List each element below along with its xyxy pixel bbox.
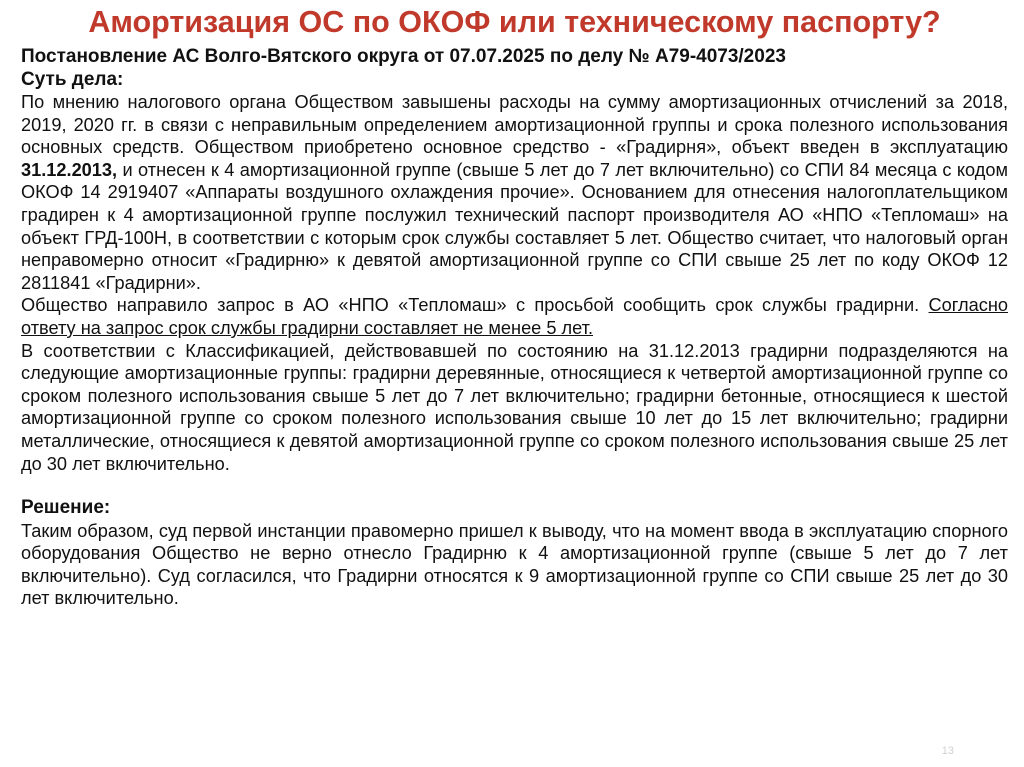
essence-paragraph-2-text: Общество направило запрос в АО «НПО «Тепломаш» с просьбой сообщить срок службы градирни. — [21, 295, 929, 316]
case-reference: Постановление АС Волго-Вятского округа от 07.07.2025 по делу № А79-4073/2023 — [21, 46, 786, 67]
decision-heading: Решение: — [21, 497, 111, 519]
spacer — [21, 475, 1008, 497]
essence-heading: Суть дела: — [21, 68, 124, 90]
page-number: 13 — [941, 745, 954, 757]
essence-paragraph-3: В соответствии с Классификацией, действовавшей по состоянию на 31.12.2013 градирни подразделяются на следующие амортизационные группы: градирни деревянные, относящиеся к четвертой амортизационной группе со сроком полезного использования свыше 5 лет до 7 лет включительно; градирни бетонные, относящиеся к шестой амортизационной группе со сроком полезного использования свыше 10 лет до 15 лет включительно; градирни металлические, относящиеся к девятой амортизационной группе со сроком полезного использования свыше 25 лет до 30 лет включительно. — [21, 340, 1008, 474]
essence-paragraph-1-text-a: По мнению налогового органа Обществом завышены расходы на сумму амортизационных отчислений за 2018, 2019, 2020 гг. в связи с неправильным определением амортизационной группы и срока полезного использования основных средств. Обществом приобретено основное средство - «Градирня», объект введен в эксплуатацию — [21, 92, 1008, 158]
essence-paragraph-2 — [21, 294, 1008, 339]
essence-paragraph-1-text-b: и отнесен к 4 амортизационной группе (свыше 5 лет до 7 лет включительно) со СПИ 84 месяца с кодом ОКОФ 14 2919407 «Аппараты воздушного охлаждения прочие». Основанием для отнесения налогоплательщиком градирен к 4 амортизационной группе послужил технический паспорт производителя АО «НПО «Тепломаш» на объект ГРД-100Н, в соответствии с которым срок службы составляет 5 лет. Общество считает, что налоговый орган неправомерно относит «Градирню» к девятой амортизационной группе со СПИ свыше 25 лет по коду ОКОФ 12 2811841 «Градирни». — [21, 159, 1008, 293]
commissioning-date: 31.12.2013, — [21, 159, 118, 180]
slide-title: Амортизация ОС по ОКОФ или техническому паспорту? — [88, 5, 941, 39]
essence-paragraph-1 — [21, 91, 1008, 294]
decision-paragraph: Таким образом, суд первой инстанции правомерно пришел к выводу, что на момент ввода в эксплуатацию спорного оборудования Общество не верно отнесло Градирню к 4 амортизационной группе (свыше 5 лет до 7 лет включительно). Суд согласился, что Градирни относятся к 9 амортизационной группе со СПИ свыше 25 лет до 30 лет включительно. — [21, 520, 1008, 609]
underlined-statement: Согласно ответу на запрос срок службы градирни составляет не менее 5 лет. — [21, 295, 1008, 338]
